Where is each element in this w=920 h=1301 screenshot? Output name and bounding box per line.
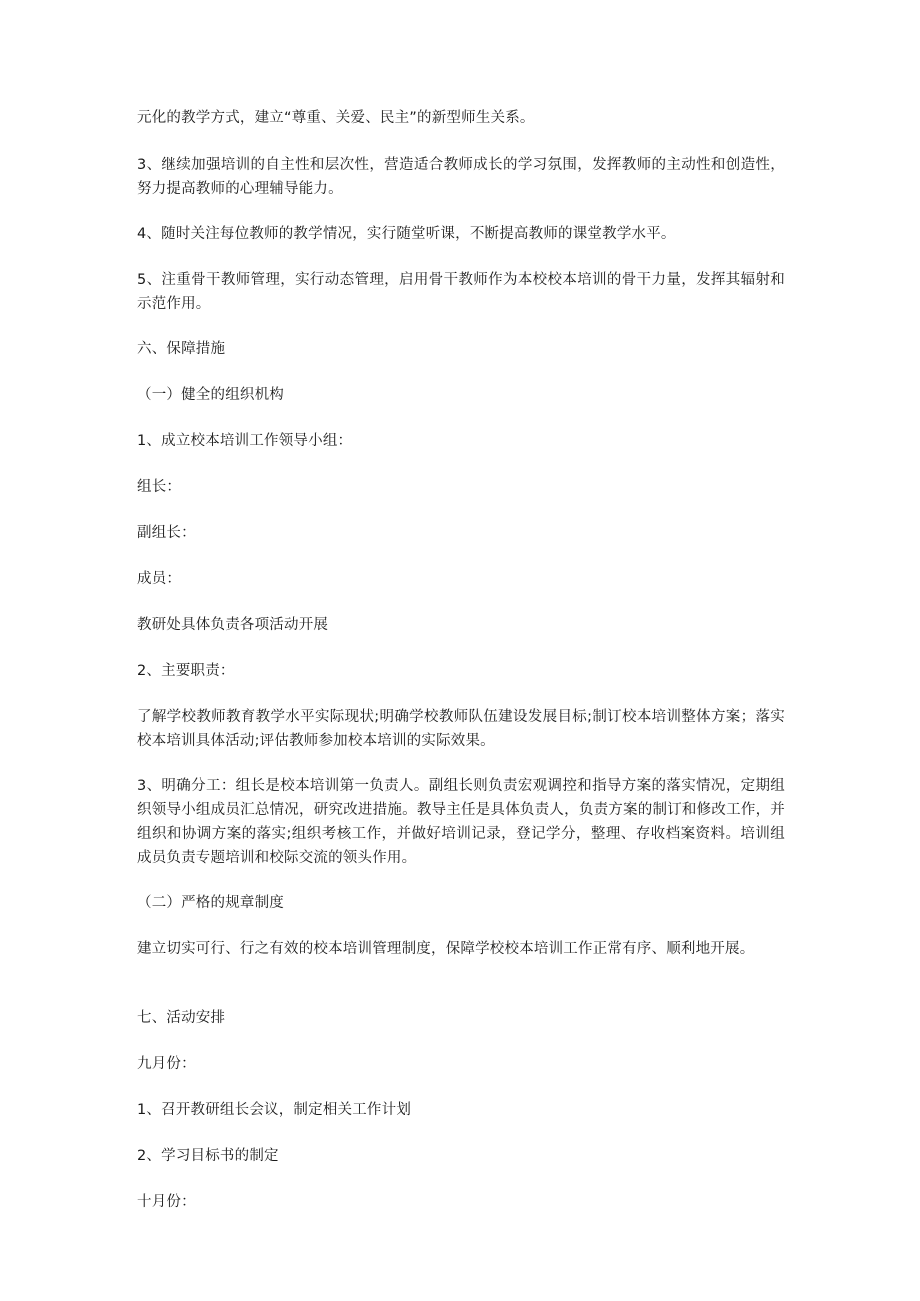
- paragraph-item-4-lesson-observation: 4、随时关注每位教师的教学情况，实行随堂听课，不断提高教师的课堂教学水平。: [137, 226, 676, 242]
- paragraph-teacher-student-relationship: 元化的教学方式，建立“尊重、关爱、民主”的新型师生关系。: [137, 110, 535, 126]
- paragraph-research-office: 教研处具体负责各项活动开展: [137, 617, 329, 633]
- label-group-leader: 组长：: [137, 479, 182, 495]
- label-deputy-leader: 副组长：: [137, 525, 196, 541]
- subheading-organization: （一）健全的组织机构: [137, 387, 284, 403]
- paragraph-september-item-2: 2、学习目标书的制定: [137, 1148, 279, 1164]
- paragraph-duties-detail: 了解学校教师教育教学水平实际现状;明确学校教师队伍建设发展目标;制订校本培训整体方案；落实校本培训具体活动;评估教师参加校本培训的实际效果。: [137, 709, 785, 749]
- paragraph-item-5-key-teachers: 5、注重骨干教师管理，实行动态管理，启用骨干教师作为本校校本培训的骨干力量，发挥其辐射和示范作用。: [137, 272, 785, 312]
- section-heading-7-activities: 七、活动安排: [137, 1010, 226, 1026]
- paragraph-management-system: 建立切实可行、行之有效的校本培训管理制度，保障学校校本培训工作正常有序、顺利地开展。: [137, 941, 755, 957]
- paragraph-main-duties: 2、主要职责：: [137, 663, 235, 679]
- paragraph-division-of-labor: 3、明确分工：组长是校本培训第一负责人。副组长则负责宏观调控和指导方案的落实情况，定期组织领导小组成员汇总情况，研究改进措施。教导主任是具体负责人，负责方案的制订和修改工作，并组织和协调方案的落实;组织考核工作，并做好培训记录，登记学分，整理、存收档案资料。培训组成员负责专题培训和校际交流的领头作用。: [137, 778, 785, 866]
- subheading-regulations: （二）严格的规章制度: [137, 895, 284, 911]
- label-members: 成员：: [137, 571, 182, 587]
- label-october: 十月份：: [137, 1194, 196, 1210]
- paragraph-item-3-training: 3、继续加强培训的自主性和层次性，营造适合教师成长的学习氛围，发挥教师的主动性和创造性，努力提高教师的心理辅导能力。: [137, 157, 785, 197]
- section-heading-6-safeguards: 六、保障措施: [137, 341, 226, 357]
- paragraph-september-item-1: 1、召开教研组长会议，制定相关工作计划: [137, 1102, 412, 1118]
- label-september: 九月份：: [137, 1056, 196, 1072]
- paragraph-leading-group: 1、成立校本培训工作领导小组：: [137, 433, 353, 449]
